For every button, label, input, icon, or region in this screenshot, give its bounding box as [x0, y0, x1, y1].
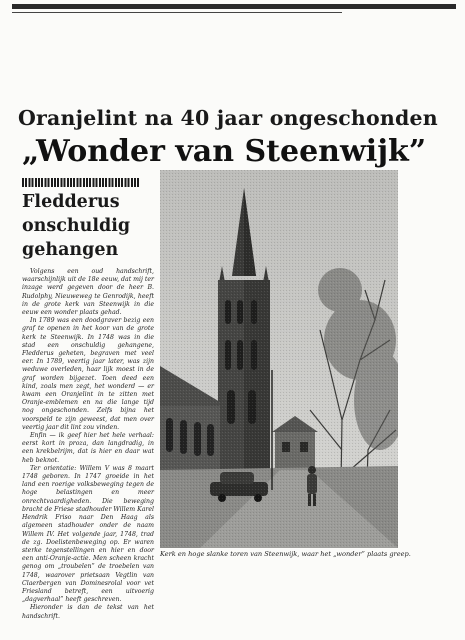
article-headline: „Wonder van Steenwijk”: [22, 134, 427, 169]
clipping-top-rule: [12, 12, 342, 13]
body-paragraph: In 1789 was een doodgraver bezig een graf te openen in het koor van de grote kerk te Steenwijk. In 1748 was in die stad een onschuldig gehangene, Fledderus geheten, begraven met veel eer. In 1789, veertig jaar later, was zijn weduwe overleden, haar lijk moest in de graf worden bijgezet. Toen deed een kind, zoals men zegt, het wonderd — er kwam een Oranjelint in te zitten met Oranje-emblemen en na die lange tijd nog ongeschonden. Zelfs bijna het voorspeld te zijn geweest, dat men over veertig jaar dit lint zou vinden.: [22, 317, 154, 431]
subhead-line: Fledderus: [22, 192, 120, 212]
photo-caption: Kerk en hoge slanke toren van Steenwijk, waar het „wonder” plaats greep.: [160, 550, 411, 558]
article-body: [22, 268, 154, 621]
church-photo: [160, 170, 398, 548]
article-kicker: Oranjelint na 40 jaar ongeschonden: [18, 106, 438, 130]
article-subhead: [22, 190, 152, 262]
church-photo-illustration: [160, 170, 398, 548]
body-paragraph: Enfin — ik geef hier het hele verhaal: eerst kort in proza, dan langdradig, in een krekbelrijm, dat is hier en daar wat heb beknot.: [22, 432, 154, 464]
subhead-line: onschuldig: [22, 216, 131, 236]
body-paragraph: Volgens een oud handschrift, waarschijnlijk uit de 18e eeuw, dat mij ter inzage werd gegeven door de heer B. Rudolphy, Nieuweweg te Genrodijk, heeft in de grote kerk van Steenwijk in die eeuw een wonder plaats gehad.: [22, 268, 154, 317]
body-paragraph: Ter orientatie: Willem V was 8 maart 1748 geboren. In 1747 groeide in het land een roerige volksbeweging tegen de hoge belastingen en meer onrechtvaardigheden. Die beweging bracht de Friese stadhouder Willem Karel Hendrik Friso naar Den Haag als algemeen stadhouder onder de naam Willem IV. Het volgende jaar, 1748, trad de zg. Doelistenbeweging op. Er waren sterke tegenstellingen en hier en door een anti-Oranje-actie. Men scheen kracht genog om „troubelen” de troebelen van 1748, waarover prietsaan Vegtlin van Claerbergen van Dominesrolal voor vet Friesland betreft, een uitvoerig „dagverhaal” heeft geschreven.: [22, 464, 154, 604]
body-paragraph: Hieronder is dan de tekst van het handschrift.: [22, 604, 154, 620]
decorative-rule: [22, 178, 140, 187]
clipping-top-border: [12, 4, 456, 9]
subhead-line: gehangen: [22, 240, 119, 260]
